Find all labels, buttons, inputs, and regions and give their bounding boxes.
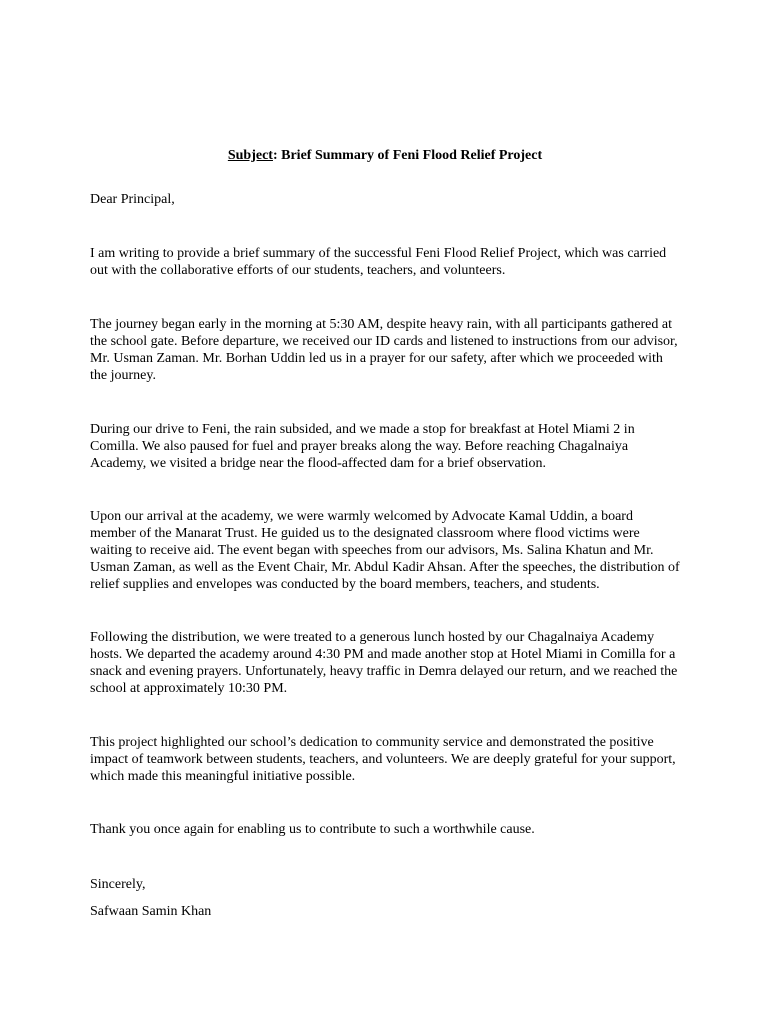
subject-text: : Brief Summary of Feni Flood Relief Project [272,148,543,163]
signature: Safwaan Samin Khan [90,904,212,919]
paragraph-journey: The journey began early in the morning at 5:30 AM, despite heavy rain, with all participants gathered at the school gate. Before departure, we received our ID cards and listened to instructions from our advisor, Mr. Usman Zaman. Mr. Borhan Uddin led us in a prayer for our safety, after which we proceeded with the journey. [90,317,678,383]
greeting: Dear Principal, [90,192,175,207]
paragraph-thanks: Thank you once again for enabling us to contribute to such a worthwhile cause. [90,822,535,837]
paragraph-drive: During our drive to Feni, the rain subsided, and we made a stop for breakfast at Hotel Miami 2 in Comilla. We also paused for fuel and prayer breaks along the way. Before reaching Chagalnaiya Academy, we visited a bridge near the flood-affected dam for a brief observation. [90,422,635,471]
paragraph-reflection: This project highlighted our school’s dedication to community service and demonstrated the positive impact of teamwork between students, teachers, and volunteers. We are deeply grateful for your support, which made this meaningful initiative possible. [90,735,676,784]
paragraph-intro: I am writing to provide a brief summary of the successful Feni Flood Relief Project, which was carried out with the collaborative efforts of our students, teachers, and volunteers. [90,246,667,278]
letter-page [90,0,680,1024]
subject-line [90,147,680,164]
closing: Sincerely, [90,877,146,892]
subject-label: Subject [227,148,273,163]
paragraph-arrival: Upon our arrival at the academy, we were warmly welcomed by Advocate Kamal Uddin, a board member of the Manarat Trust. He guided us to the designated classroom where flood victims were waiting to receive aid. The event began with speeches from our advisors, Ms. Salina Khatun and Mr. Usman Zaman, as well as the Event Chair, Mr. Abdul Kadir Ahsan. After the speeches, the distribution of relief supplies and envelopes was conducted by the board members, teachers, and students. [90,509,680,592]
paragraph-return: Following the distribution, we were treated to a generous lunch hosted by our Chagalnaiya Academy hosts. We departed the academy around 4:30 PM and made another stop at Hotel Miami in Comilla for a snack and evening prayers. Unfortunately, heavy traffic in Demra delayed our return, and we reached the school at approximately 10:30 PM. [90,630,678,696]
